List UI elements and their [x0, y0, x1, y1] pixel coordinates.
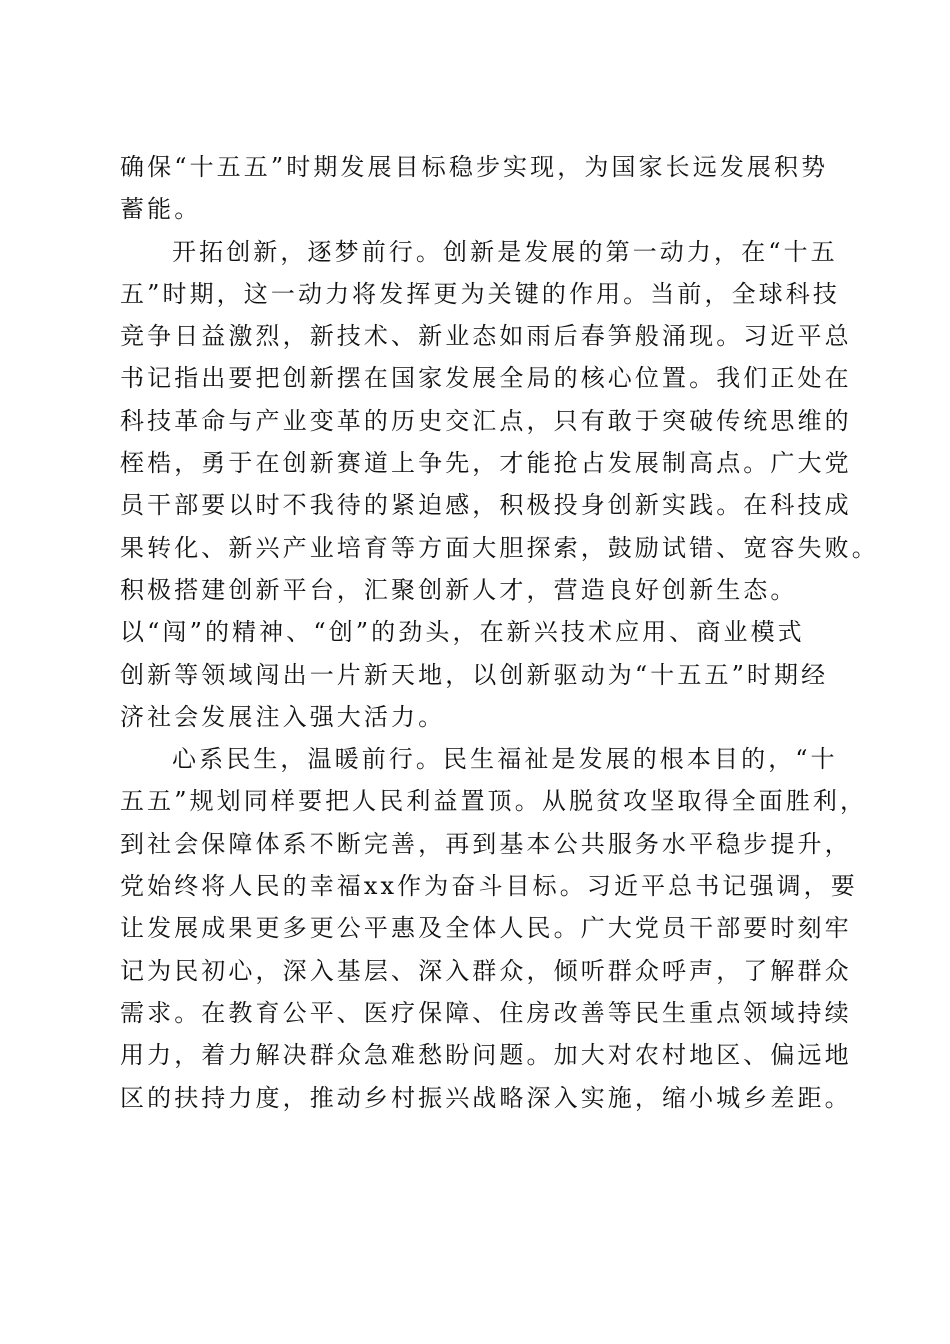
- text-line: 党始终将人民的幸福xx作为奋斗目标。习近平总书记强调，要: [120, 872, 858, 901]
- paragraph-1: [120, 146, 836, 231]
- text-line: 五五”规划同样要把人民利益置顶。从脱贫攻坚取得全面胜利，: [120, 787, 868, 816]
- text-line: 记为民初心，深入基层、深入群众，倾听群众呼声，了解群众: [120, 956, 852, 985]
- text-line: 果转化、新兴产业培育等方面大胆探索，鼓励试错、宽容失败。: [120, 533, 879, 562]
- text-line: 区的扶持力度，推动乡村振兴战略深入实施，缩小城乡差距。: [120, 1083, 852, 1112]
- document-page: [120, 146, 879, 1119]
- text-line: 创新等领域闯出一片新天地，以创新驱动为“十五五”时期经: [120, 660, 829, 689]
- text-line: 心系民生，温暖前行。民生福祉是发展的根本目的，“十: [172, 745, 838, 774]
- text-line: 需求。在教育公平、医疗保障、住房改善等民生重点领域持续: [120, 998, 852, 1027]
- paragraph-2: [120, 231, 879, 739]
- text-line: 桎梏，勇于在创新赛道上争先，才能抢占发展制高点。广大党: [120, 449, 852, 478]
- text-line: 济社会发展注入强大活力。: [120, 702, 446, 731]
- text-line: 蓄能。: [120, 195, 202, 224]
- text-line: 科技革命与产业变革的历史交汇点，只有敢于突破传统思维的: [120, 406, 852, 435]
- text-line: 以“闯”的精神、“创”的劲头，在新兴技术应用、商业模式: [120, 618, 805, 647]
- text-line: 用力，着力解决群众急难愁盼问题。加大对农村地区、偏远地: [120, 1041, 852, 1070]
- text-line: 员干部要以时不我待的紧迫感，积极投身创新实践。在科技成: [120, 491, 852, 520]
- text-line: 开拓创新，逐梦前行。创新是发展的第一动力，在“十五: [172, 237, 838, 266]
- text-line: 五”时期，这一动力将发挥更为关键的作用。当前，全球科技: [120, 279, 840, 308]
- paragraph-3: [120, 738, 868, 1119]
- text-line: 竞争日益激烈，新技术、新业态如雨后春笋般涌现。习近平总: [120, 322, 852, 351]
- text-line: 书记指出要把创新摆在国家发展全局的核心位置。我们正处在: [120, 364, 852, 393]
- text-line: 积极搭建创新平台，汇聚创新人才，营造良好创新生态。: [120, 575, 798, 604]
- text-line: 确保“十五五”时期发展目标稳步实现，为国家长远发展积势: [120, 153, 829, 181]
- text-line: 到社会保障体系不断完善，再到基本公共服务水平稳步提升，: [120, 829, 852, 858]
- text-line: 让发展成果更多更公平惠及全体人民。广大党员干部要时刻牢: [120, 914, 852, 943]
